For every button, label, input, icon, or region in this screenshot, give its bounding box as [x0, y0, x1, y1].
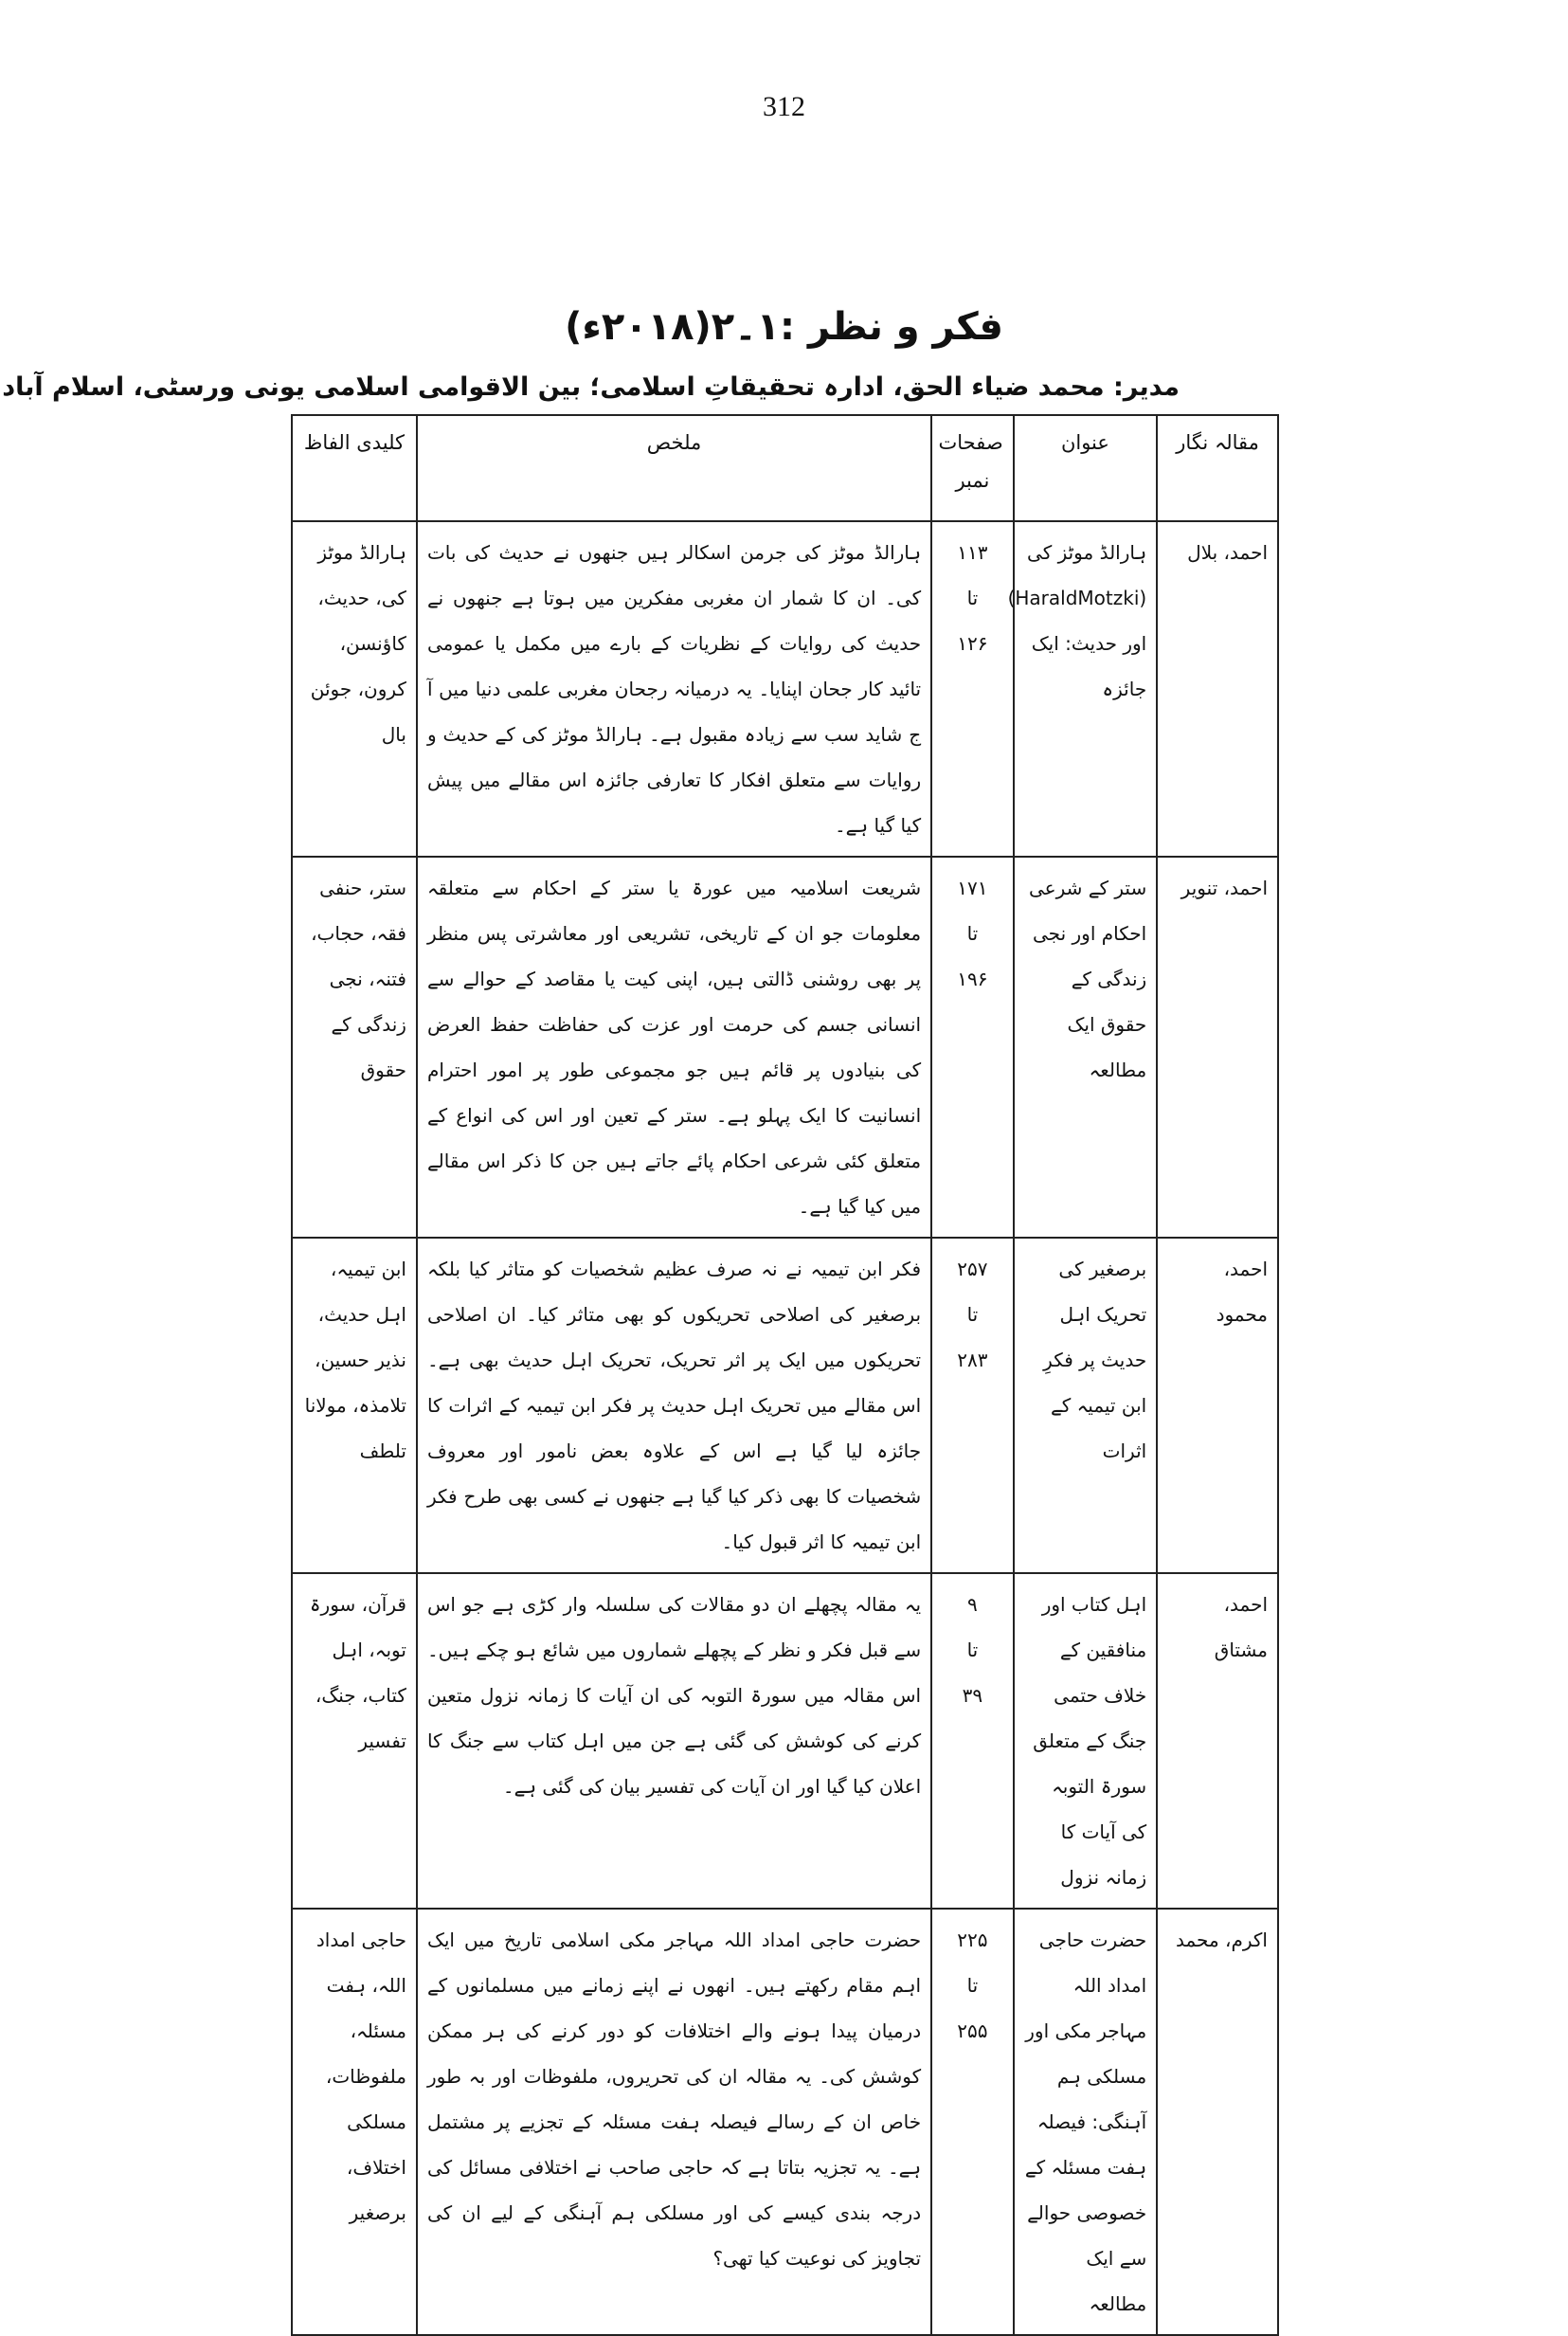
header-pages: صفحات نمبر [931, 415, 1014, 521]
cell-author: احمد، محمود [1157, 1238, 1278, 1573]
header-summary: ملخص [417, 415, 931, 521]
cell-title: حضرت حاجی امداد اللہ مہاجر مکی اور مسلکی ہم آہنگی: فیصلہ ہفت مسئلہ کے خصوصی حوالے سے ایک مطالعہ [1014, 1909, 1158, 2335]
cell-keywords: حاجی امداد اللہ، ہفت مسئلہ، ملفوظات، مسلکی اختلاف، برصغیر [292, 1909, 417, 2335]
cell-keywords: ستر، حنفی فقہ، حجاب، فتنہ، نجی زندگی کے حقوق [292, 857, 417, 1238]
cell-summary: شریعت اسلامیہ میں عورۃ یا ستر کے احکام سے متعلقہ معلومات جو ان کے تاریخی، تشریعی اور معاشرتی پس منظر پر بھی روشنی ڈالتی ہیں، اپنی کیت یا مقاصد کے حوالے سے انسانی جسم کی حرمت اور عزت کی حفاظت حفظ العرض کی بنیادوں پر قائم ہیں جو مجموعی طور پر امور احترام انسانیت کا ایک پہلو ہے۔ ستر کے تعین اور اس کی انواع کے متعلق کئی شرعی احکام پائے جاتے ہیں جن کا ذکر اس مقالے میں کیا گیا ہے۔ [417, 857, 931, 1238]
cell-keywords: ابن تیمیہ، اہل حدیث، نذیر حسین، تلامذہ، مولانا تلطف [292, 1238, 417, 1573]
cell-title: برصغیر کی تحریک اہل حدیث پر فکرِ ابن تیمیہ کے اثرات [1014, 1238, 1158, 1573]
cell-keywords: ہارالڈ موٹز کی، حدیث، کاؤنسن، کرون، جوئن بال [292, 521, 417, 857]
page-range-separator: تا [966, 1639, 979, 1661]
articles-table [291, 414, 1279, 2336]
cell-pages [931, 521, 1014, 857]
page-end: ۱۲۶ [957, 632, 988, 655]
page-start: ۱۷۱ [957, 877, 988, 899]
page-start: ۹ [967, 1593, 978, 1616]
page-range-separator: تا [966, 1303, 979, 1326]
cell-pages [931, 857, 1014, 1238]
editor-line: مدیر: محمد ضیاء الحق، ادارہ تحقیقاتِ اسلامی؛ بین الاقوامی اسلامی یونی ورسٹی، اسلام آباد [2, 372, 1180, 402]
cell-author: اکرم، محمد [1157, 1909, 1278, 2335]
table-row [292, 521, 1278, 857]
page-number: 312 [763, 91, 805, 122]
journal-title: فکر و نظر :۱۔۲(۲۰۱۸ء) [565, 305, 1003, 349]
table-row [292, 1238, 1278, 1573]
cell-title: اہل کتاب اور منافقین کے خلاف حتمی جنگ کے متعلق سورۃ التوبہ کی آیات کا زمانہ نزول [1014, 1573, 1158, 1909]
header-title: عنوان [1014, 415, 1158, 521]
cell-title: ستر کے شرعی احکام اور نجی زندگی کے حقوق ایک مطالعہ [1014, 857, 1158, 1238]
cell-title: ہارالڈ موٹز کی (HaraldMotzki) اور حدیث: ایک جائزہ [1014, 521, 1158, 857]
cell-pages [931, 1909, 1014, 2335]
page-end: ۳۹ [962, 1684, 983, 1707]
page-start: ۱۱۳ [957, 541, 988, 564]
cell-pages [931, 1573, 1014, 1909]
cell-pages [931, 1238, 1014, 1573]
cell-author: احمد، بلال [1157, 521, 1278, 857]
table-row [292, 857, 1278, 1238]
page-range-separator: تا [966, 922, 979, 945]
page-range-separator: تا [966, 587, 979, 609]
page-end: ۲۸۳ [957, 1349, 988, 1371]
cell-summary: یہ مقالہ پچھلے ان دو مقالات کی سلسلہ وار کڑی ہے جو اس سے قبل فکر و نظر کے پچھلے شماروں میں شائع ہو چکے ہیں۔ اس مقالہ میں سورۃ التوبہ کی ان آیات کا زمانہ نزول متعین کرنے کی کوشش کی گئی ہے جن میں اہل کتاب سے جنگ کا اعلان کیا گیا اور ان آیات کی تفسیر بیان کی گئی ہے۔ [417, 1573, 931, 1909]
header-keywords: کلیدی الفاظ [292, 415, 417, 521]
page-range-separator: تا [966, 1974, 979, 1997]
cell-summary: فکر ابن تیمیہ نے نہ صرف عظیم شخصیات کو متاثر کیا بلکہ برصغیر کی اصلاحی تحریکوں کو بھی متاثر کیا۔ ان اصلاحی تحریکوں میں ایک پر اثر تحریک، تحریک اہل حدیث بھی ہے۔ اس مقالے میں تحریک اہل حدیث پر فکر ابن تیمیہ کے اثرات کا جائزہ لیا گیا ہے اس کے علاوہ بعض نامور اور معروف شخصیات کا بھی ذکر کیا گیا ہے جنھوں نے کسی بھی طرح فکر ابن تیمیہ کا اثر قبول کیا۔ [417, 1238, 931, 1573]
page-start: ۲۵۷ [957, 1258, 988, 1280]
page-end: ۲۵۵ [957, 2019, 988, 2042]
cell-summary: ہارالڈ موٹز کی جرمن اسکالر ہیں جنھوں نے حدیث کی بات کی۔ ان کا شمار ان مغربی مفکرین میں ہوتا ہے جنھوں نے حدیث کی روایات کے نظریات کے بارے میں مکمل یا عمومی تائید کار جحان اپنایا۔ یہ درمیانہ رجحان مغربی علمی دنیا میں آ ج شاید سب سے زیادہ مقبول ہے۔ ہارالڈ موٹز کی کے حدیث و روایات سے متعلق افکار کا تعارفی جائزہ اس مقالے میں پیش کیا گیا ہے۔ [417, 521, 931, 857]
header-author: مقالہ نگار [1157, 415, 1278, 521]
page-start: ۲۲۵ [957, 1929, 988, 1951]
cell-author: احمد، مشتاق [1157, 1573, 1278, 1909]
cell-author: احمد، تنویر [1157, 857, 1278, 1238]
table-row [292, 1909, 1278, 2335]
page-end: ۱۹۶ [957, 968, 988, 990]
cell-keywords: قرآن، سورۃ توبہ، اہل کتاب، جنگ، تفسیر [292, 1573, 417, 1909]
table-row [292, 1573, 1278, 1909]
cell-summary: حضرت حاجی امداد اللہ مہاجر مکی اسلامی تاریخ میں ایک اہم مقام رکھتے ہیں۔ انھوں نے اپنے زمانے میں مسلمانوں کے درمیان پیدا ہونے والے اختلافات کو دور کرنے کی ہر ممکن کوشش کی۔ یہ مقالہ ان کی تحریروں، ملفوظات اور بہ طور خاص ان کے رسالے فیصلہ ہفت مسئلہ کے تجزیے پر مشتمل ہے۔ یہ تجزیہ بتاتا ہے کہ حاجی صاحب نے اختلافی مسائل کی درجہ بندی کیسے کی اور مسلکی ہم آہنگی کے لیے ان کی تجاویز کی نوعیت کیا تھی؟ [417, 1909, 931, 2335]
table-header-row [292, 415, 1278, 521]
